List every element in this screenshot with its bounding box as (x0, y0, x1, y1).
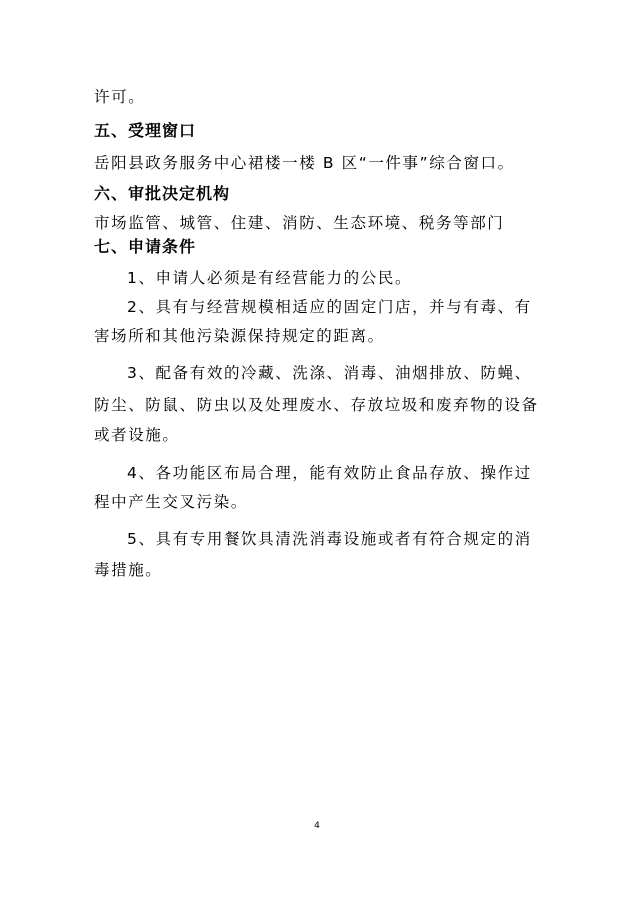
section-heading-acceptance-window: 五、受理窗口 (94, 121, 197, 140)
condition-item-1: 1、申请人必须是有经营能力的公民。 (127, 269, 413, 287)
condition-item-2-line-2: 害场所和其他污染源保持规定的距离。 (94, 327, 385, 345)
section-heading-approval-authority: 六、审批决定机构 (94, 184, 231, 203)
condition-item-5-line-1: 5、具有专用餐饮具清洗消毒设施或者有符合规定的消 (127, 530, 532, 548)
page-number: 4 (314, 821, 320, 831)
condition-item-5-line-2: 毒措施。 (94, 561, 163, 579)
condition-item-3-line-2: 防尘、防鼠、防虫以及处理废水、存放垃圾和废弃物的设备 (94, 396, 539, 414)
condition-item-3-line-1: 3、配备有效的冷藏、洗涤、消毒、油烟排放、防蝇、 (127, 364, 532, 382)
section-heading-application-conditions: 七、申请条件 (94, 237, 197, 256)
condition-item-4-line-1: 4、各功能区布局合理，能有效防止食品存放、操作过 (127, 464, 532, 482)
condition-item-3-line-3: 或者设施。 (94, 426, 180, 444)
text-line-window-location: 岳阳县政务服务中心裙楼一楼 B 区“一件事”综合窗口。 (94, 154, 515, 172)
condition-item-4-line-2: 程中产生交叉污染。 (94, 493, 248, 511)
text-line-departments: 市场监管、城管、住建、消防、生态环境、税务等部门 (94, 214, 505, 232)
condition-item-2-line-1: 2、具有与经营规模相适应的固定门店，并与有毒、有 (127, 298, 532, 316)
text-line-permit-end: 许可。 (94, 88, 146, 106)
